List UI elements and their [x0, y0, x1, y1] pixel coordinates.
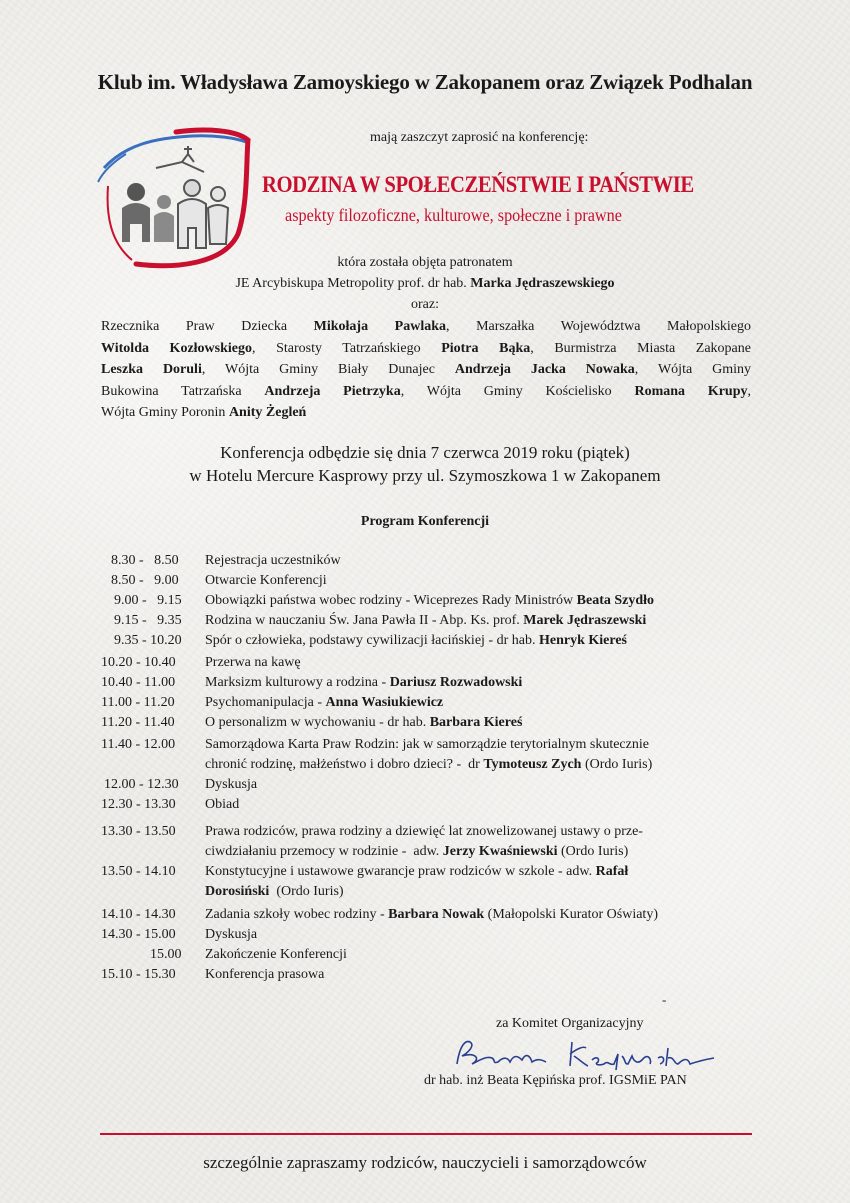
program-text: Zadania szkoły wobec rodziny - — [205, 907, 389, 922]
signatory-name: dr hab. inż Beata Kępińska prof. IGSMiE PAN — [424, 1073, 687, 1088]
program-text: Zakończenie Konferencji — [205, 947, 347, 962]
program-description — [205, 755, 652, 775]
program-time: 14.10 - 14.30 — [101, 907, 176, 922]
conference-info — [0, 441, 850, 487]
patron-name: Piotra Bąka — [441, 340, 531, 356]
patron-text: Wójta Gminy Poronin — [101, 405, 229, 420]
program-text: (Ordo Iuris) — [581, 757, 653, 772]
program-time: 13.30 - 13.50 — [101, 824, 176, 839]
patronage-archbishop-name: Marka Jędraszewskiego — [470, 276, 615, 291]
program-text: Konstytucyjne i ustawowe gwarancje praw rodziców w szkole - adw. — [205, 864, 596, 879]
patron-line — [101, 359, 751, 381]
program-time: 8.30 - 8.50 — [111, 553, 179, 568]
program-text: Rejestracja uczestników — [205, 553, 341, 568]
program-time: 14.30 - 15.00 — [101, 927, 176, 942]
patronage-archbishop — [0, 273, 850, 294]
program-description — [205, 965, 324, 985]
dash-mark: - — [662, 992, 667, 1007]
program-description — [205, 945, 347, 965]
program-title: Program Konferencji — [360, 514, 490, 529]
program-text: Dyskusja — [205, 927, 258, 942]
program-text: chronić rodzinę, małżeństwo i dobro dzieci? - dr — [205, 757, 484, 772]
invite-line: mają zaszczyt zaprosić na konferencję: — [370, 130, 589, 145]
patron-text: , Burmistrza Miasta Zakopane — [530, 340, 751, 356]
program-description — [205, 631, 627, 651]
program-text: Obiad — [205, 797, 240, 812]
program-text: Marksizm kulturowy a rodzina - — [205, 675, 390, 690]
handwritten-signature — [452, 1034, 722, 1074]
program-text: Obowiązki państwa wobec rodziny - Wiceprezes Rady Ministrów — [205, 593, 577, 608]
program-text: Konferencja prasowa — [205, 967, 325, 982]
signature-label: za Komitet Organizacyjny — [496, 1016, 644, 1031]
program-description — [205, 611, 646, 631]
patron-text: , Wójta Gminy Biały Dunajec — [201, 362, 455, 377]
program-text: Prawa rodziców, prawa rodziny a dziewięć lat znowelizowanej ustawy o prze- — [205, 824, 643, 839]
speaker-name: Dorosiński — [205, 884, 270, 899]
speaker-name: Jerzy Kwaśniewski — [442, 844, 558, 859]
program-time: 15.10 - 15.30 — [101, 967, 176, 982]
patron-name: Romana Krupy — [634, 383, 748, 399]
patronage-and: oraz: — [411, 297, 439, 312]
patron-text: , Wójta Gminy Kościelisko — [400, 383, 635, 399]
patronage-line: która została objęta patronatem — [337, 255, 513, 270]
patron-name: Andrzeja Pietrzyka — [264, 383, 401, 399]
program-text: Otwarcie Konferencji — [205, 573, 327, 588]
patron-text: , — [747, 383, 752, 399]
speaker-name: Beata Szydło — [576, 593, 655, 608]
program-text: (Ordo Iuris) — [557, 844, 629, 859]
patron-name: Leszka Doruli — [101, 362, 202, 377]
program-description — [205, 713, 522, 733]
program-time: 12.00 - 12.30 — [104, 777, 179, 792]
conference-title: RODZINA W SPOŁECZEŃSTWIE I PAŃSTWIE — [262, 172, 694, 197]
speaker-name: Tymoteusz Zych — [483, 757, 582, 772]
speaker-name: Henryk Kiereś — [538, 633, 627, 648]
patron-text: , Wójta Gminy — [634, 362, 752, 377]
program-text: Spór o człowieka, podstawy cywilizacji łacińskiej - dr hab. — [205, 633, 539, 648]
program-description — [205, 925, 257, 945]
patron-text: Bukowina Tatrzańska — [101, 383, 265, 399]
program-description — [205, 571, 327, 591]
program-text: (Ordo Iuris) — [269, 884, 344, 899]
program-time: 11.00 - 11.20 — [101, 695, 175, 710]
patron-name: Andrzeja Jacka Nowaka — [454, 362, 635, 377]
program-text: ciwdziałaniu przemocy w rodzinie - adw. — [205, 844, 443, 859]
patron-name: Witolda Kozłowskiego — [101, 340, 252, 356]
program-text: Przerwa na kawę — [205, 655, 301, 670]
program-time: 8.50 - 9.00 — [111, 573, 179, 588]
program-time: 9.15 - 9.35 — [114, 613, 182, 628]
organizers-header: Klub im. Władysława Zamoyskiego w Zakopanem oraz Związek Podhalan — [97, 70, 753, 94]
patron-text: Rzecznika Praw Dziecka — [101, 319, 314, 334]
program-description — [205, 882, 344, 902]
patron-line — [101, 316, 751, 338]
program-description — [205, 551, 341, 571]
patrons-list — [101, 316, 751, 424]
program-description — [205, 775, 257, 795]
program-time: 9.00 - 9.15 — [114, 593, 182, 608]
patron-line — [101, 402, 751, 424]
program-description — [205, 822, 643, 842]
program-time: 11.40 - 12.00 — [101, 737, 176, 752]
patron-name: Anity Żegleń — [228, 405, 307, 420]
program-description — [205, 673, 522, 693]
conference-venue: w Hotelu Mercure Kasprowy przy ul. Szymoszkowa 1 w Zakopanem — [189, 466, 661, 485]
program-time: 13.50 - 14.10 — [101, 864, 176, 879]
speaker-name: Barbara Nowak — [388, 907, 485, 922]
patron-name: Mikołaja Pawlaka — [313, 319, 446, 334]
program-time: 9.35 - 10.20 — [114, 633, 182, 648]
speaker-name: Dariusz Rozwadowski — [389, 675, 523, 690]
patron-text: , Marszałka Województwa Małopolskiego — [446, 319, 751, 334]
program-text: Psychomanipulacja - — [205, 695, 326, 710]
program-description — [205, 862, 628, 882]
program-description — [205, 842, 628, 862]
speaker-name: Anna Wasiukiewicz — [325, 695, 444, 710]
program-time: 11.20 - 11.40 — [101, 715, 175, 730]
patron-text: , Starosty Tatrzańskiego — [252, 340, 442, 356]
conference-subtitle: aspekty filozoficzne, kulturowe, społeczne i prawne — [285, 205, 622, 225]
program-time: 12.30 - 13.30 — [101, 797, 176, 812]
program-text: Rodzina w nauczaniu Św. Jana Pawła II - Abp. Ks. prof. — [205, 613, 524, 628]
speaker-name: Rafał — [595, 864, 629, 879]
program-text: Samorządowa Karta Praw Rodzin: jak w samorządzie terytorialnym skutecznie — [205, 737, 649, 752]
divider-line — [100, 1133, 752, 1135]
program-text: Dyskusja — [205, 777, 258, 792]
speaker-name: Marek Jędraszewski — [523, 613, 647, 628]
program-description — [205, 591, 654, 611]
footer-invitation: szczególnie zapraszamy rodziców, nauczycieli i samorządowców — [203, 1153, 647, 1172]
program-description — [205, 795, 239, 815]
program-time: 10.20 - 10.40 — [101, 655, 176, 670]
program-description — [205, 905, 658, 925]
patronage-archbishop-title: JE Arcybiskupa Metropolity prof. dr hab. — [235, 276, 471, 291]
conference-date: Konferencja odbędzie się dnia 7 czerwca 2019 roku (piątek) — [220, 443, 630, 462]
patron-line — [101, 338, 751, 360]
program-time: 10.40 - 11.00 — [101, 675, 176, 690]
patron-line — [101, 381, 751, 403]
program-time: 15.00 — [150, 947, 182, 962]
program-description — [205, 735, 649, 755]
program-description — [205, 693, 443, 713]
speaker-name: Barbara Kiereś — [429, 715, 523, 730]
program-text: O personalizm w wychowaniu - dr hab. — [205, 715, 430, 730]
program-text: (Małopolski Kurator Oświaty) — [484, 907, 658, 922]
program-description — [205, 653, 301, 673]
